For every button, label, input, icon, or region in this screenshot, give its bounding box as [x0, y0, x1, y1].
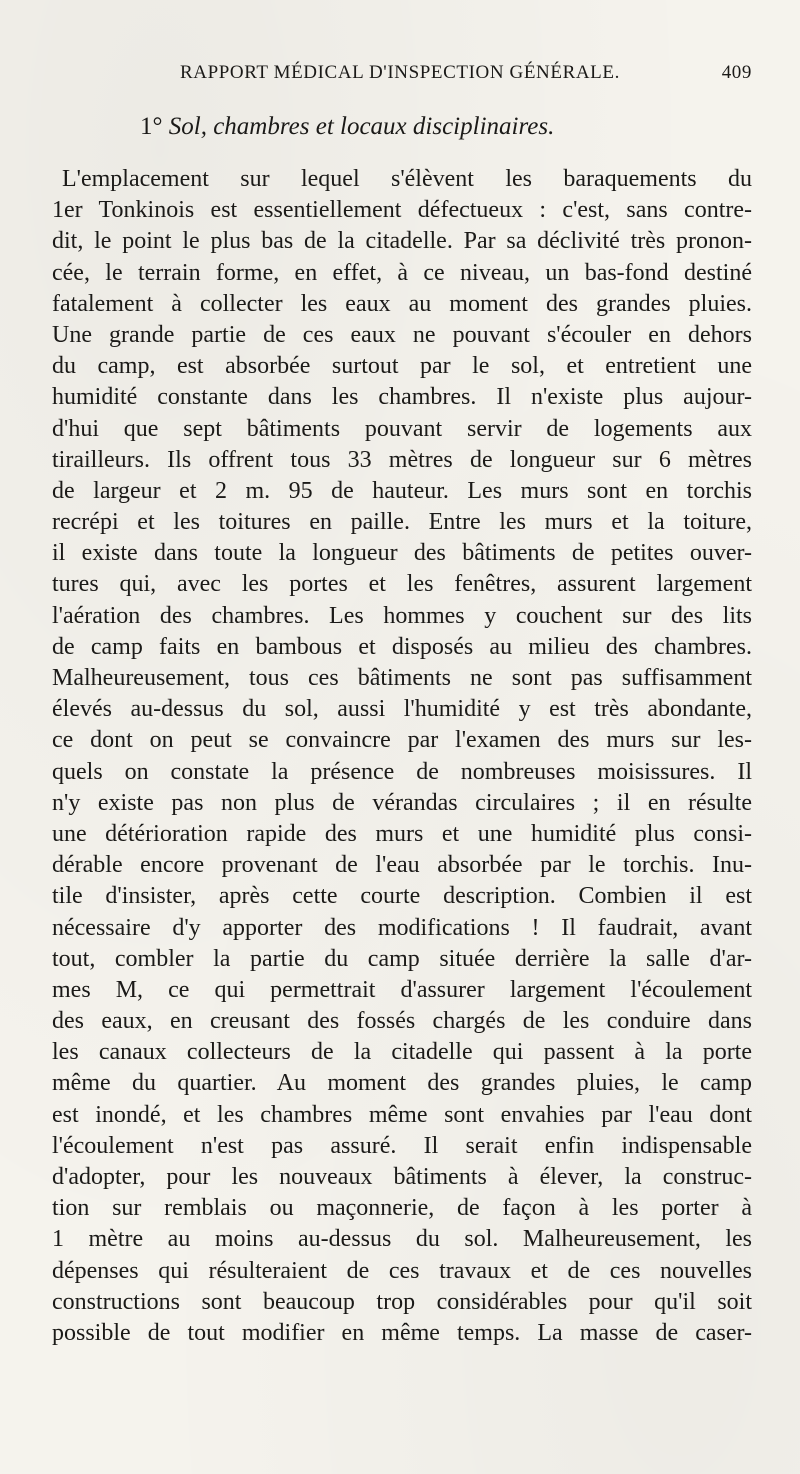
page-number: 409	[721, 62, 752, 83]
text-line: des eaux, en creusant des fossés chargés de les conduire dans	[52, 1008, 752, 1035]
running-head	[172, 62, 752, 90]
text-line: dépenses qui résulteraient de ces travaux et de ces nouvelles	[52, 1257, 752, 1284]
text-line: d'hui que sept bâtiments pouvant servir de logements aux	[52, 415, 752, 442]
text-line: est inondé, et les chambres même sont envahies par l'eau dont	[52, 1101, 752, 1128]
text-line: Malheureusement, tous ces bâtiments ne sont pas suffisamment	[52, 665, 752, 691]
text-line: 1 mètre au moins au-dessus du sol. Malheureusement, les	[52, 1226, 752, 1253]
text-line: quels on constate la présence de nombreuses moisissures. Il	[52, 758, 752, 785]
running-head-title: RAPPORT MÉDICAL D'INSPECTION GÉNÉRALE.	[180, 62, 620, 83]
text-line: l'aération des chambres. Les hommes y couchent sur des lits	[52, 602, 752, 629]
text-line: tout, combler la partie du camp située derrière la salle d'ar-	[52, 945, 752, 972]
section-number: 1°	[140, 113, 163, 140]
text-line: même du quartier. Au moment des grandes pluies, le camp	[52, 1070, 752, 1097]
text-line: n'y existe pas non plus de vérandas circulaires ; il en résulte	[52, 789, 752, 816]
text-line: de largeur et 2 m. 95 de hauteur. Les murs sont en torchis	[52, 477, 752, 504]
section-heading	[140, 113, 554, 141]
text-line: ce dont on peut se convaincre par l'examen des murs sur les-	[52, 727, 752, 754]
text-line: fatalement à collecter les eaux au moment des grandes pluies.	[52, 290, 752, 317]
text-line: tion sur remblais ou maçonnerie, de façon à les porter à	[52, 1195, 752, 1222]
text-line: les canaux collecteurs de la citadelle qui passent à la porte	[52, 1039, 752, 1066]
section-title: Sol, chambres et locaux disciplinaires.	[168, 113, 555, 140]
text-line: l'écoulement n'est pas assuré. Il serait enfin indispensable	[52, 1132, 752, 1159]
text-line: il existe dans toute la longueur des bâtiments de petites ouver-	[52, 540, 752, 567]
text-line: humidité constante dans les chambres. Il n'existe plus aujour-	[52, 384, 752, 411]
text-line: tirailleurs. Ils offrent tous 33 mètres de longueur sur 6 mètres	[52, 446, 752, 473]
text-line: élevés au-dessus du sol, aussi l'humidité y est très abondante,	[52, 696, 752, 723]
text-line: cée, le terrain forme, en effet, à ce niveau, un bas-fond destiné	[52, 259, 752, 286]
text-line: 1er Tonkinois est essentiellement défectueux : c'est, sans contre-	[52, 197, 752, 224]
text-line: possible de tout modifier en même temps. La masse de caser-	[52, 1319, 752, 1346]
text-line: nécessaire d'y apporter des modifications ! Il faudrait, avant	[52, 914, 752, 941]
text-line: dérable encore provenant de l'eau absorbée par le torchis. Inu-	[52, 852, 752, 879]
text-line: tures qui, avec les portes et les fenêtres, assurent largement	[52, 571, 752, 598]
text-line: constructions sont beaucoup trop considérables pour qu'il soit	[52, 1288, 752, 1315]
body-paragraph	[52, 164, 752, 1349]
text-line: une détérioration rapide des murs et une humidité plus consi-	[52, 820, 752, 847]
text-line: recrépi et les toitures en paille. Entre les murs et la toiture,	[52, 509, 752, 536]
text-line: L'emplacement sur lequel s'élèvent les baraquements du	[62, 166, 752, 192]
text-line: mes M, ce qui permettrait d'assurer largement l'écoulement	[52, 976, 752, 1003]
text-line: de camp faits en bambous et disposés au milieu des chambres.	[52, 633, 752, 660]
text-line: du camp, est absorbée surtout par le sol, et entretient une	[52, 353, 752, 380]
text-line: Une grande partie de ces eaux ne pouvant s'écouler en dehors	[52, 321, 752, 348]
text-line: d'adopter, pour les nouveaux bâtiments à élever, la construc-	[52, 1164, 752, 1190]
text-line: tile d'insister, après cette courte description. Combien il est	[52, 883, 752, 910]
text-line: dit, le point le plus bas de la citadelle. Par sa déclivité très pronon-	[52, 228, 752, 255]
